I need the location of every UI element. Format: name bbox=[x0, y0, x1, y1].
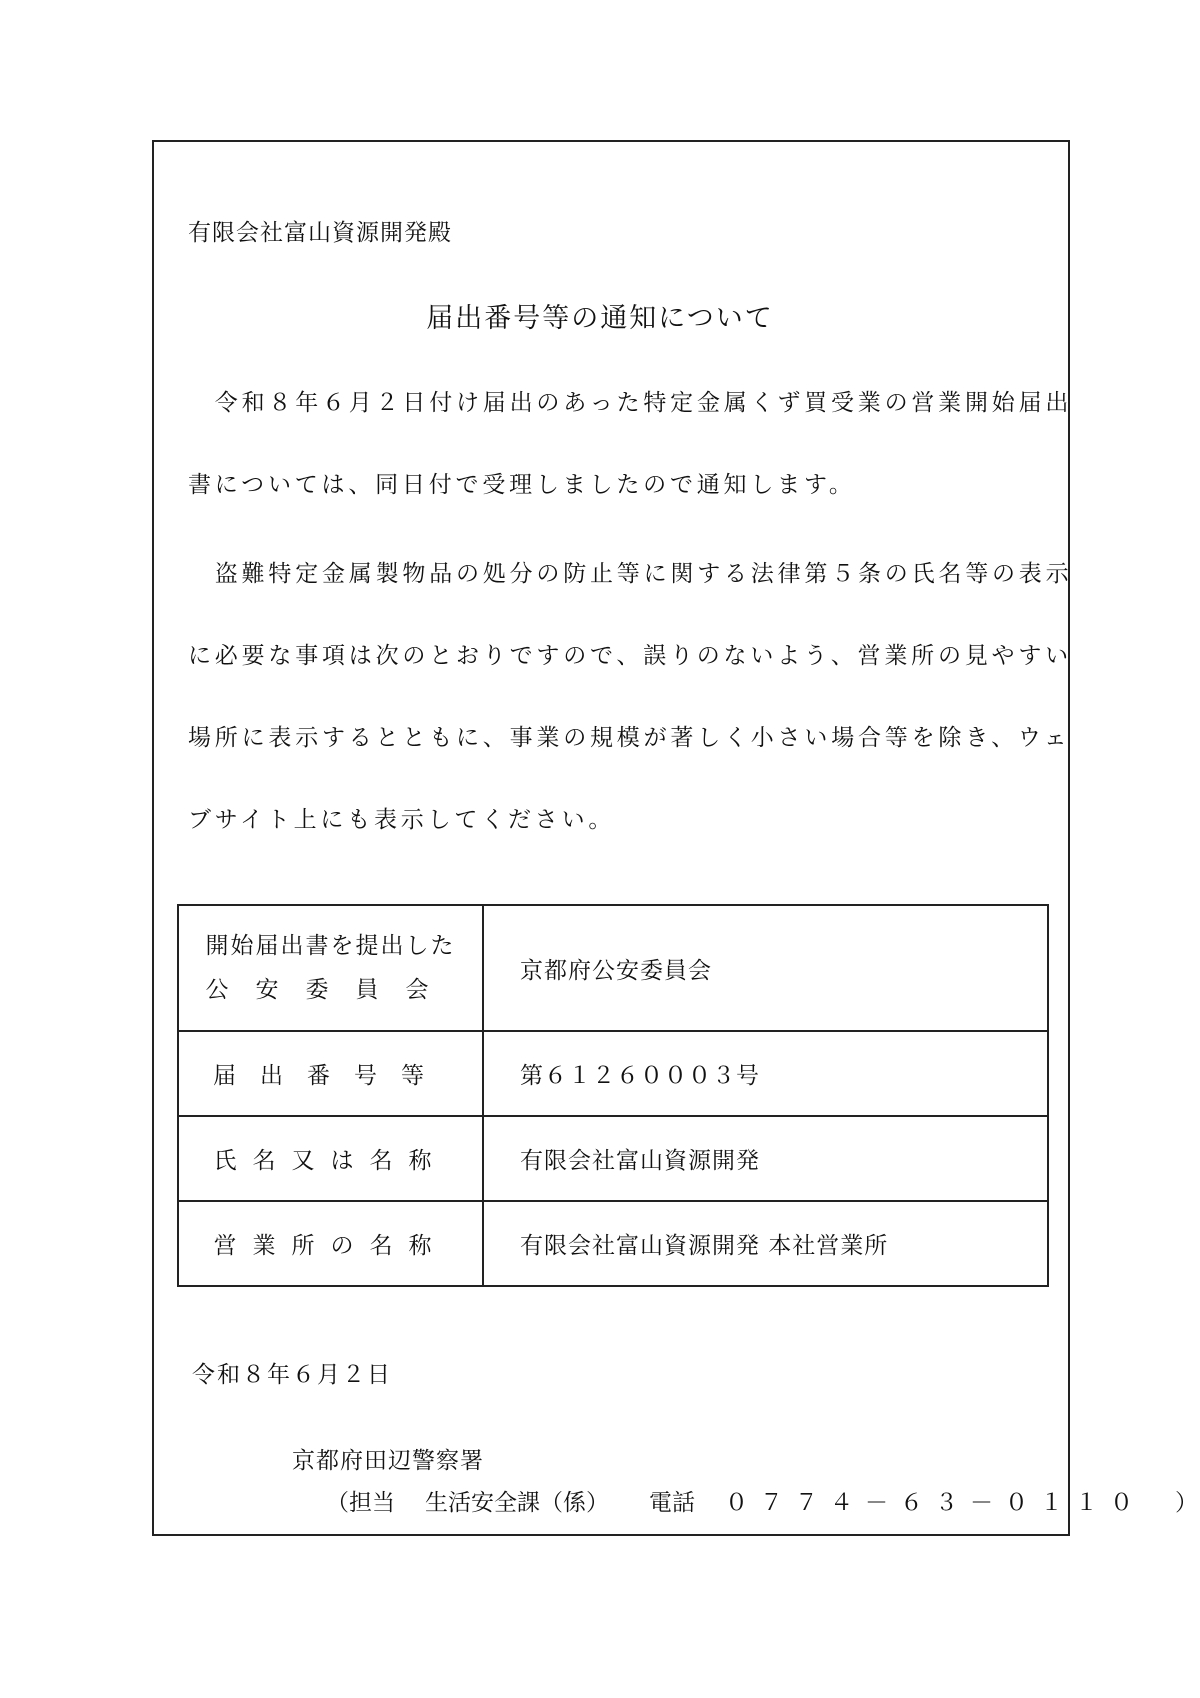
office-value: 有限会社富山資源開発 本社営業所 bbox=[483, 1201, 1048, 1286]
commission-value: 京都府公安委員会 bbox=[483, 905, 1048, 1031]
paragraph2-line2: に必要な事項は次のとおりですので、誤りのないよう、営業所の見やすい bbox=[188, 643, 1072, 669]
table-row-number bbox=[178, 1031, 1048, 1116]
table-row-commission bbox=[178, 905, 1048, 1031]
contact-line bbox=[326, 1484, 1198, 1517]
phone-number: ０７７４－６３－０１１０ bbox=[725, 1490, 1145, 1516]
name-value: 有限会社富山資源開発 bbox=[483, 1116, 1048, 1201]
document-border bbox=[152, 140, 1073, 1536]
phone-label: 電話 bbox=[649, 1490, 695, 1516]
paragraph2-line1: 盗難特定金属製物品の処分の防止等に関する法律第５条の氏名等の表示 bbox=[188, 561, 1073, 587]
issuer: 京都府田辺警察署 bbox=[292, 1448, 484, 1474]
contact-section: 生活安全課（係） bbox=[425, 1490, 609, 1516]
paragraph2-line3: 場所に表示するとともに、事業の規模が著しく小さい場合等を除き、ウェ bbox=[188, 725, 1071, 751]
addressee: 有限会社富山資源開発殿 bbox=[188, 220, 452, 246]
name-label: 氏名又は名称 bbox=[178, 1116, 483, 1201]
table-row-office bbox=[178, 1201, 1048, 1286]
paragraph1-line2: 書については、同日付で受理しましたので通知します。 bbox=[188, 472, 856, 498]
notification-table bbox=[177, 904, 1049, 1287]
document-title: 届出番号等の通知について bbox=[426, 303, 774, 334]
issue-date: 令和８年６月２日 bbox=[192, 1362, 392, 1388]
table-row-name bbox=[178, 1116, 1048, 1201]
commission-label-line2: 公安委員会 bbox=[205, 977, 456, 1003]
number-label: 届出番号等 bbox=[178, 1031, 483, 1116]
paragraph1-line1: 令和８年６月２日付け届出のあった特定金属くず買受業の営業開始届出 bbox=[188, 390, 1073, 416]
commission-label-line1: 開始届出書を提出した bbox=[205, 933, 456, 959]
office-label: 営業所の名称 bbox=[178, 1201, 483, 1286]
contact-open: （担当 bbox=[326, 1490, 395, 1516]
number-value: 第６１２６０００３号 bbox=[483, 1031, 1048, 1116]
contact-close: ） bbox=[1175, 1490, 1198, 1516]
paragraph2-line4: ブサイト上にも表示してください。 bbox=[188, 807, 616, 833]
commission-label bbox=[178, 905, 483, 1031]
